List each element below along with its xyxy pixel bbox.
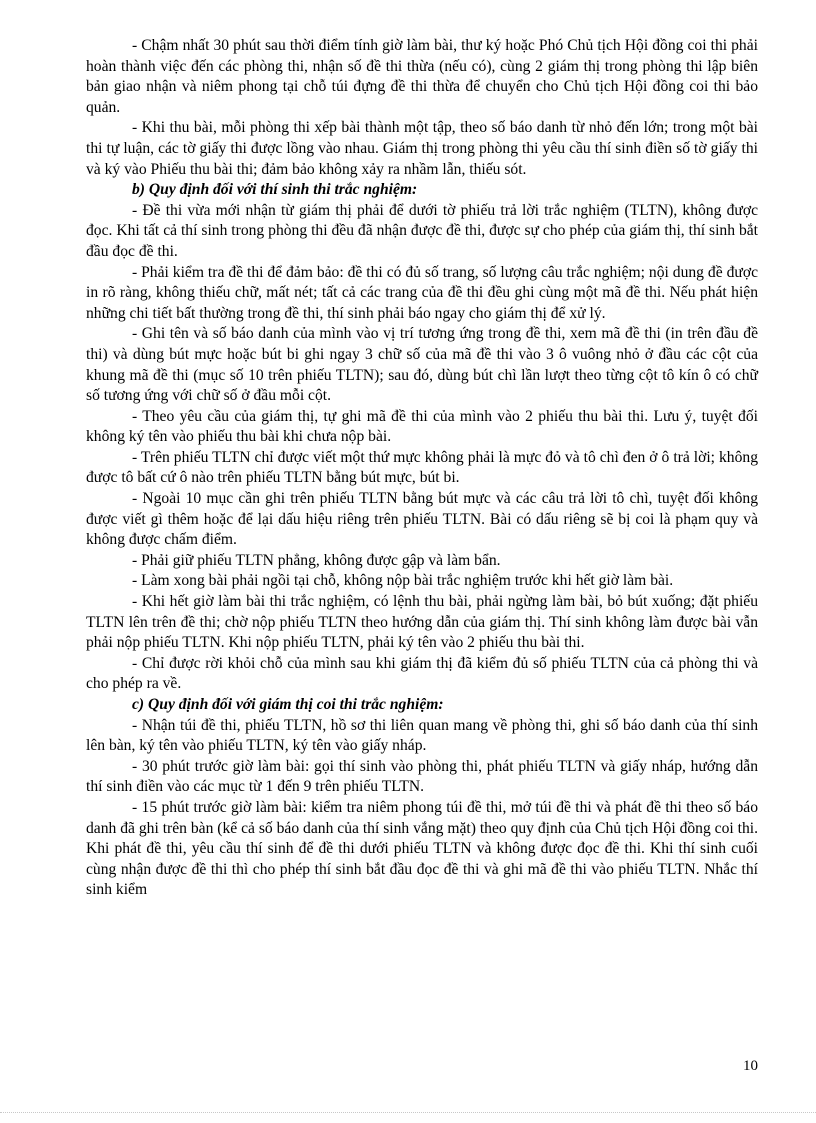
paragraph-candidate-rule-5: - Trên phiếu TLTN chỉ được viết một thứ mực không phải là mực đỏ và tô chì đen ở ô trả lời; không được tô bất cứ ô nào trên phiếu TLTN bằng bút mực, bút bi. <box>86 448 758 487</box>
document-body <box>86 36 758 901</box>
paragraph-candidate-rule-10: - Chỉ được rời khỏi chỗ của mình sau khi giám thị đã kiểm đủ số phiếu TLTN của cả phòng thi và cho phép ra về. <box>86 654 758 693</box>
page-bottom-divider <box>0 1112 816 1113</box>
section-heading-invigilator-rules: c) Quy định đối với giám thị coi thi trắc nghiệm: <box>132 696 444 713</box>
section-heading-candidate-rules: b) Quy định đối với thí sinh thi trắc nghiệm: <box>132 181 418 199</box>
paragraph-candidate-rule-6: - Ngoài 10 mục cần ghi trên phiếu TLTN bằng bút mực và các câu trả lời tô chì, tuyệt đối không được viết gì thêm hoặc để lại dấu hiệu riêng trên phiếu TLTN. Bài có dấu riêng sẽ bị coi là phạm quy và không được chấm điểm. <box>86 490 758 549</box>
paragraph-candidate-rule-3: - Ghi tên và số báo danh của mình vào vị trí tương ứng trong đề thi, xem mã đề thi (in trên đầu đề thi) và dùng bút mực hoặc bút bi ghi ngay 3 chữ số của mã đề thi vào 3 ô vuông nhỏ ở đầu các cột của khung mã đề thi (mục số 10 trên phiếu TLTN); sau đó, dùng bút chì lần lượt theo từng cột tô kín ô có chữ số tương ứng với chữ số ở đầu mỗi cột. <box>86 325 758 405</box>
paragraph-collecting-papers: - Khi thu bài, mỗi phòng thi xếp bài thành một tập, theo số báo danh từ nhỏ đến lớn; trong một bài thi tự luận, các tờ giấy thi được lồng vào nhau. Giám thị trong phòng thi yêu cầu thí sinh điền số tờ giấy thi và ký vào Phiếu thu bài thi; đảm bảo không xảy ra nhầm lẫn, thiếu sót. <box>86 119 758 178</box>
paragraph-invigilator-rule-3: - 15 phút trước giờ làm bài: kiểm tra niêm phong túi đề thi, mở túi đề thi và phát đề thi theo số báo danh đã ghi trên bàn (kể cả số báo danh của thí sinh vắng mặt) theo quy định của Chủ tịch Hội đồng coi thi. Khi phát đề thi, yêu cầu thí sinh để đề thi dưới phiếu TLTN và không được đọc đề thi. Khi thí sinh cuối cùng nhận được đề thi thì cho phép thí sinh bắt đầu đọc đề thi và ghi mã đề thi vào phiếu TLTN. Nhắc thí sinh kiểm <box>86 798 758 899</box>
page-number: 10 <box>743 1058 758 1074</box>
paragraph-candidate-rule-4: - Theo yêu cầu của giám thị, tự ghi mã đề thi của mình vào 2 phiếu thu bài thi. Lưu ý, tuyệt đối không ký tên vào phiếu thu bài khi chưa nộp bài. <box>86 407 758 446</box>
paragraph-invigilator-rule-1: - Nhận túi đề thi, phiếu TLTN, hồ sơ thi liên quan mang về phòng thi, ghi số báo danh của thí sinh lên bàn, ký tên vào phiếu TLTN, ký tên vào giấy nháp. <box>86 716 758 755</box>
paragraph-candidate-rule-7: - Phải giữ phiếu TLTN phẳng, không được gập và làm bẩn. <box>132 551 501 569</box>
paragraph-candidate-rule-2: - Phải kiểm tra đề thi để đảm bảo: đề thi có đủ số trang, số lượng câu trắc nghiệm; nội dung đề được in rõ ràng, không thiếu chữ, mất nét; tất cả các trang của đề thi đều ghi cùng một mã đề thi. Nếu phát hiện những chi tiết bất thường trong đề thi, thí sinh phải báo ngay cho giám thị để xử lý. <box>86 263 758 322</box>
paragraph-invigilator-leftover-papers: - Chậm nhất 30 phút sau thời điểm tính giờ làm bài, thư ký hoặc Phó Chủ tịch Hội đồng coi thi phải hoàn thành việc đến các phòng thi, nhận số đề thi thừa (nếu có), cùng 2 giám thị trong phòng thi lập biên bản giao nhận và niêm phong tại chỗ túi đựng đề thi thừa để chuyển cho Chủ tịch Hội đồng coi thi bảo quản. <box>86 37 758 116</box>
paragraph-invigilator-rule-2: - 30 phút trước giờ làm bài: gọi thí sinh vào phòng thi, phát phiếu TLTN và giấy nháp, hướng dẫn thí sinh điền vào các mục từ 1 đến 9 trên phiếu TLTN. <box>86 757 758 796</box>
paragraph-candidate-rule-8: - Làm xong bài phải ngồi tại chỗ, không nộp bài trắc nghiệm trước khi hết giờ làm bài. <box>132 572 674 590</box>
paragraph-candidate-rule-1: - Đề thi vừa mới nhận từ giám thị phải để dưới tờ phiếu trả lời trắc nghiệm (TLTN), không được đọc. Khi tất cả thí sinh trong phòng thi đều đã nhận được đề thi, được sự cho phép của giám thị, thí sinh bắt đầu đọc đề thi. <box>86 201 758 260</box>
paragraph-candidate-rule-9: - Khi hết giờ làm bài thi trắc nghiệm, có lệnh thu bài, phải ngừng làm bài, bỏ bút xuống; đặt phiếu TLTN lên trên đề thi; chờ nộp phiếu TLTN theo hướng dẫn của giám thị. Thí sinh không làm được bài vẫn phải nộp phiếu TLTN. Khi nộp phiếu TLTN, phải ký tên vào 2 phiếu thu bài thi. <box>86 593 758 652</box>
